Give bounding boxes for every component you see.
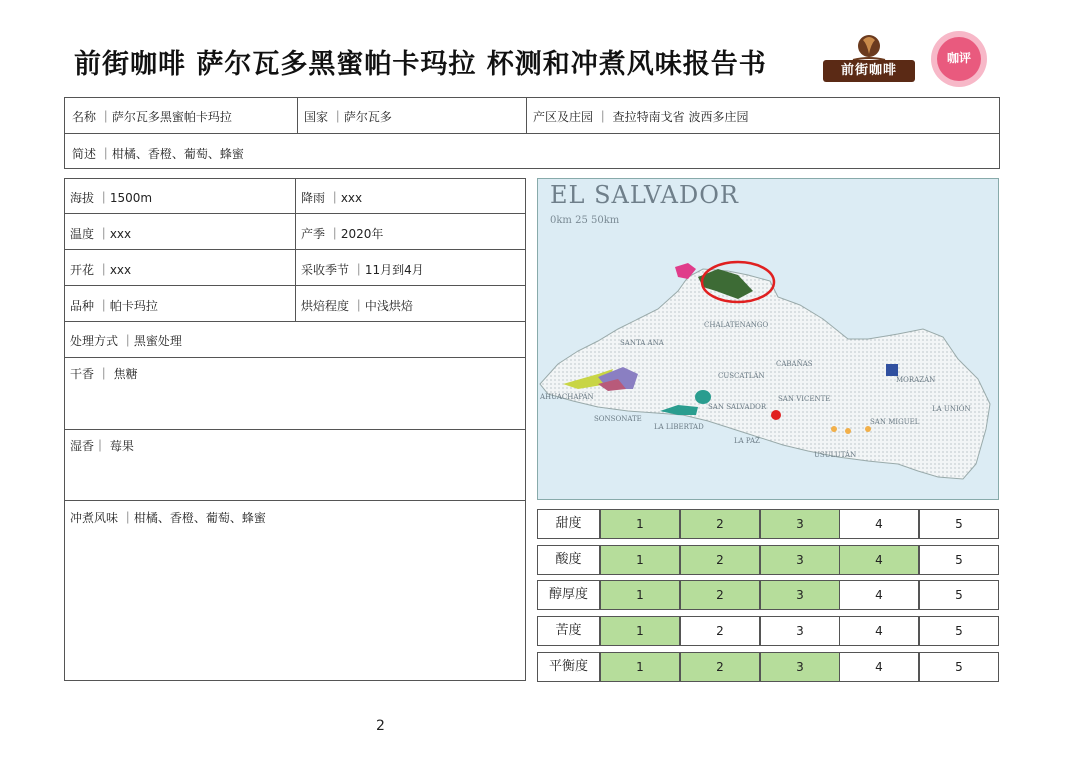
map-label: CHALATENANGO (704, 321, 769, 329)
region-field: 产区及庄园 ｜ 查拉特南戈省 波西多庄园 (533, 110, 749, 124)
badge-logo-text: 咖评 (946, 51, 971, 65)
el-salvador-map (537, 178, 999, 500)
altitude-field: 海拔 ｜1500m (70, 191, 153, 205)
divider (64, 429, 526, 430)
rating-cell: 3 (760, 616, 840, 646)
map-label: MORAZÁN (896, 376, 936, 384)
rating-cell: 5 (919, 545, 999, 575)
brand-logo-text: 前街咖啡 (823, 60, 915, 82)
country-field: 国家 ｜萨尔瓦多 (304, 110, 392, 124)
flowering-field: 开花 ｜xxx (70, 263, 132, 277)
rating-cell: 3 (760, 509, 840, 539)
badge-logo (930, 30, 988, 88)
map-label: LA PAZ (734, 437, 760, 445)
map-label: SAN SALVADOR (708, 403, 767, 411)
rating-row (537, 616, 999, 646)
rating-cell: 1 (600, 580, 680, 610)
process-field: 处理方式 ｜黑蜜处理 (70, 334, 182, 348)
wet-aroma-field: 湿香｜ 莓果 (70, 439, 134, 453)
rating-label: 平衡度 (537, 652, 600, 682)
dry-aroma-field: 干香 ｜ 焦糖 (70, 367, 138, 381)
divider (64, 500, 526, 501)
rating-row (537, 545, 999, 575)
rating-label: 酸度 (537, 545, 600, 575)
divider (526, 97, 527, 133)
roast-field: 烘焙程度 ｜中浅烘焙 (301, 299, 413, 313)
rating-label: 醇厚度 (537, 580, 600, 610)
divider (297, 97, 298, 133)
page-number: 2 (376, 718, 385, 734)
divider (64, 357, 526, 358)
temperature-field: 温度 ｜xxx (70, 227, 132, 241)
map-shape (538, 179, 998, 499)
brew-flavor-field: 冲煮风味 ｜柑橘、香橙、葡萄、蜂蜜 (70, 511, 266, 525)
rating-cell: 4 (839, 509, 919, 539)
rating-cell: 1 (600, 616, 680, 646)
rating-label: 甜度 (537, 509, 600, 539)
rating-cell: 5 (919, 652, 999, 682)
rating-cell: 3 (760, 545, 840, 575)
map-label: LA UNIÓN (932, 405, 971, 413)
rating-cell: 3 (760, 580, 840, 610)
rating-cell: 1 (600, 545, 680, 575)
brand-logo (823, 32, 915, 86)
rating-row (537, 509, 999, 539)
rating-cell: 2 (680, 545, 760, 575)
rating-cell: 5 (919, 509, 999, 539)
map-label: CUSCATLÁN (718, 372, 765, 380)
map-label: SAN MIGUEL (870, 418, 920, 426)
divider (64, 321, 526, 322)
map-label: USULUTÁN (814, 451, 857, 459)
map-label: SANTA ANA (620, 339, 664, 347)
rating-cell: 4 (839, 545, 919, 575)
map-label: SAN VICENTE (778, 395, 831, 403)
season-field: 产季 ｜2020年 (301, 227, 384, 241)
name-field: 名称 ｜萨尔瓦多黑蜜帕卡玛拉 (72, 110, 232, 124)
map-label: CABAÑAS (776, 360, 813, 368)
rating-cell: 5 (919, 580, 999, 610)
rating-cell: 2 (680, 580, 760, 610)
rating-cell: 1 (600, 652, 680, 682)
harvest-field: 采收季节 ｜11月到4月 (301, 263, 424, 277)
map-scale: 0km 25 50km (550, 215, 620, 226)
rating-cell: 1 (600, 509, 680, 539)
rating-cell: 2 (680, 616, 760, 646)
divider (64, 133, 1000, 134)
rating-cell: 3 (760, 652, 840, 682)
rating-row (537, 652, 999, 682)
variety-field: 品种 ｜帕卡玛拉 (70, 299, 158, 313)
map-title: EL SALVADOR (550, 181, 739, 209)
rating-cell: 2 (680, 652, 760, 682)
rating-cell: 4 (839, 652, 919, 682)
page-title: 前街咖啡 萨尔瓦多黑蜜帕卡玛拉 杯测和冲煮风味报告书 (74, 49, 767, 80)
rating-cell: 4 (839, 616, 919, 646)
rainfall-field: 降雨 ｜xxx (301, 191, 363, 205)
map-label: AHUACHAPÁN (540, 393, 594, 401)
divider (295, 178, 296, 321)
rating-cell: 4 (839, 580, 919, 610)
rating-label: 苦度 (537, 616, 600, 646)
rating-row (537, 580, 999, 610)
rating-cell: 2 (680, 509, 760, 539)
map-label: LA LIBERTAD (654, 423, 704, 431)
rating-cell: 5 (919, 616, 999, 646)
map-label: SONSONATE (594, 415, 642, 423)
summary-field: 简述 ｜柑橘、香橙、葡萄、蜂蜜 (72, 147, 244, 161)
